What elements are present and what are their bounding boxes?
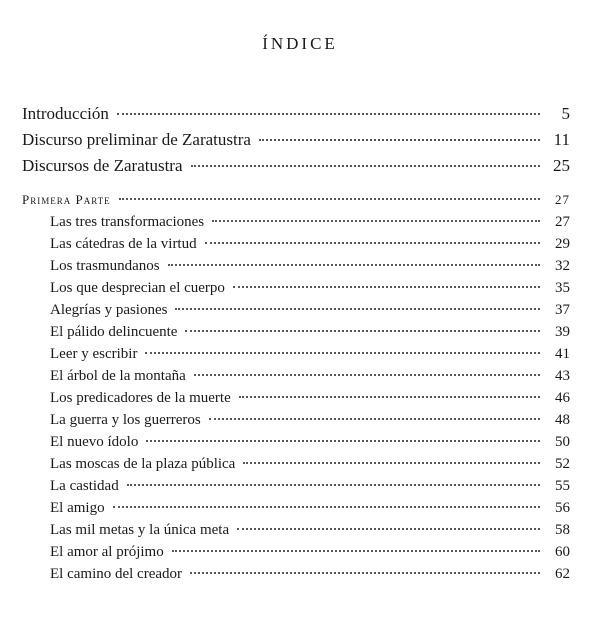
toc-subentry [50, 522, 570, 539]
toc-subentry-page: 43 [555, 368, 570, 384]
dot-leader [212, 220, 540, 222]
toc-subentry-label: Leer y escribir [50, 346, 138, 362]
toc-entry-discurso-preliminar [22, 130, 570, 150]
toc-subentry-page: 27 [555, 214, 570, 230]
toc-subentry [50, 500, 570, 517]
dot-leader [209, 418, 540, 420]
dot-leader [185, 330, 540, 332]
dot-leader [113, 506, 540, 508]
toc-subentry-label: Las tres transformaciones [50, 214, 205, 230]
toc-part-label: Primera Parte [22, 192, 111, 207]
toc-subentry [50, 280, 570, 297]
toc-subentry-page: 29 [555, 236, 570, 252]
toc-subentry [50, 566, 570, 583]
toc-subentry [50, 346, 570, 363]
dot-leader [190, 572, 540, 574]
toc-subentry-label: Las mil metas y la única meta [50, 522, 230, 538]
toc-entry-page: 11 [553, 130, 570, 149]
toc-subentry-label: Las cátedras de la virtud [50, 236, 197, 252]
toc-subentry-label: El amor al prójimo [50, 544, 164, 560]
toc-entry-page: 5 [561, 104, 570, 123]
dot-leader [243, 462, 540, 464]
toc-subentry-page: 60 [555, 544, 570, 560]
dot-leader [205, 242, 540, 244]
dot-leader [168, 264, 540, 266]
toc-subentry [50, 412, 570, 429]
toc-entry-page: 25 [553, 156, 570, 175]
toc-subentry [50, 368, 570, 385]
toc-subentry-page: 35 [555, 280, 570, 296]
dot-leader [239, 396, 540, 398]
toc-subentry [50, 434, 570, 451]
toc-entry-label: Introducción [22, 104, 109, 123]
toc-subentry-page: 58 [555, 522, 570, 538]
toc-subentry-page: 41 [555, 346, 570, 362]
toc-subentry [50, 302, 570, 319]
dot-leader [175, 308, 540, 310]
toc-subentry-page: 46 [555, 390, 570, 406]
toc-entry-label: Discurso preliminar de Zaratustra [22, 130, 251, 149]
toc-part-heading [22, 192, 570, 208]
toc-subentry-label: La guerra y los guerreros [50, 412, 201, 428]
toc-subentry-label: Los predicadores de la muerte [50, 390, 231, 406]
toc-subentry-page: 55 [555, 478, 570, 494]
toc-subentry-page: 48 [555, 412, 570, 428]
toc-subentry-page: 39 [555, 324, 570, 340]
toc-subentry [50, 544, 570, 561]
toc-subentry-page: 37 [555, 302, 570, 318]
toc-subentry [50, 456, 570, 473]
dot-leader [191, 165, 540, 167]
toc-subentry-page: 52 [555, 456, 570, 472]
dot-leader [127, 484, 540, 486]
toc-subentry-label: El árbol de la montaña [50, 368, 186, 384]
toc-subentry [50, 324, 570, 341]
toc-subentry-label: El pálido delincuente [50, 324, 178, 340]
toc-subentry-page: 32 [555, 258, 570, 274]
toc-subentry-label: Las moscas de la plaza pública [50, 456, 236, 472]
dot-leader [259, 139, 540, 141]
toc-subentry-label: La castidad [50, 478, 119, 494]
toc-subentry-label: Los trasmundanos [50, 258, 160, 274]
toc-subentry-page: 50 [555, 434, 570, 450]
toc-subentry [50, 258, 570, 275]
toc-subentry-label: Alegrías y pasiones [50, 302, 168, 318]
dot-leader [146, 440, 540, 442]
toc-subentry [50, 478, 570, 495]
toc-subentry-page: 62 [555, 566, 570, 582]
toc-entry-introduccion [22, 104, 570, 124]
page-title: ÍNDICE [262, 34, 338, 53]
dot-leader [194, 374, 540, 376]
toc-subentry-label: Los que desprecian el cuerpo [50, 280, 225, 296]
toc-subentry [50, 236, 570, 253]
toc-part-page: 27 [555, 192, 570, 207]
toc-subentry-label: El camino del creador [50, 566, 183, 582]
dot-leader [172, 550, 540, 552]
dot-leader [233, 286, 540, 288]
toc-subentry-label: El nuevo ídolo [50, 434, 139, 450]
dot-leader [237, 528, 540, 530]
toc-subentry-page: 56 [555, 500, 570, 516]
toc-entry-discursos [22, 156, 570, 176]
dot-leader [117, 113, 540, 115]
toc-subentry [50, 390, 570, 407]
dot-leader [119, 198, 540, 200]
toc-subentry-label: El amigo [50, 500, 105, 516]
toc-subentry [50, 214, 570, 231]
toc-entry-label: Discursos de Zaratustra [22, 156, 183, 175]
dot-leader [145, 352, 540, 354]
